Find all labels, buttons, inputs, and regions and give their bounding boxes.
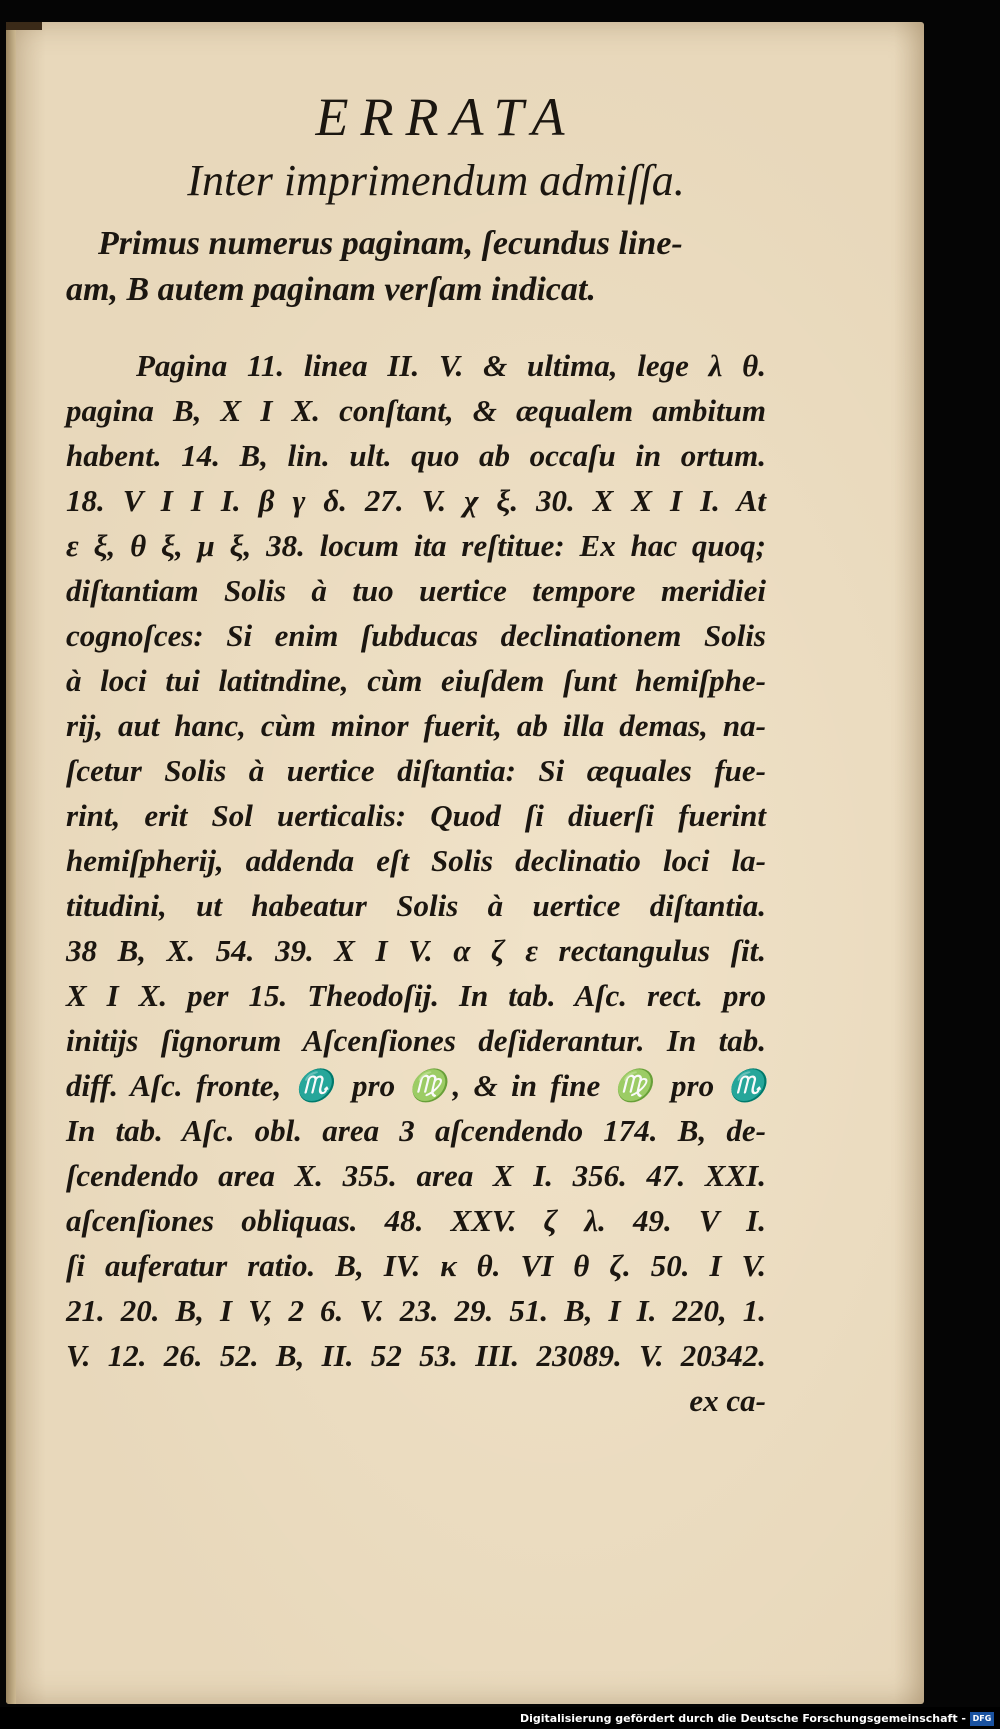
dfg-logo-icon: DFG	[970, 1712, 994, 1726]
body-line: diff. Aſc. fronte, ♏ pro ♍, & in fine ♍ pro ♏	[66, 1068, 766, 1103]
footer-bar	[0, 1707, 1000, 1729]
body-line: 21. 20. B, I V, 2 6. V. 23. 29. 51. B, I I. 220, 1.	[66, 1293, 766, 1328]
body-line: rij, aut hanc, cùm minor fuerit, ab illa demas, na-	[66, 708, 766, 743]
page-text-block	[66, 87, 766, 1423]
intro-line-1: Primus numerus paginam, ſecundus line-	[98, 225, 683, 262]
body-line: diſtantiam Solis à tuo uertice tempore meridiei	[66, 573, 766, 608]
body-line: à loci tui latitndine, cùm eiuſdem ſunt hemiſphe-	[66, 663, 766, 698]
body-line: ε ξ, θ ξ, μ ξ, 38. locum ita reſtitue: Ex hac quoq;	[66, 528, 766, 563]
body-line: initijs ſignorum Aſcenſiones deſiderantur. In tab.	[66, 1023, 766, 1058]
body-line: ſi auferatur ratio. B, IV. κ θ. VI θ ζ. 50. I V.	[66, 1248, 766, 1283]
body-line: 18. V I I I. β γ δ. 27. V. χ ξ. 30. X X I I. At	[66, 483, 766, 518]
body-line: aſcenſiones obliquas. 48. XXV. ζ λ. 49. V I.	[66, 1203, 766, 1238]
funding-credit: Digitalisierung gefördert durch die Deutsche Forschungsgemeinschaft -	[519, 1712, 966, 1725]
errata-subtitle: Inter imprimendum admiſſa.	[187, 156, 685, 205]
body-line: rint, erit Sol uerticalis: Quod ſi diuerſi fuerint	[66, 798, 766, 833]
body-line: X I X. per 15. Theodoſij. In tab. Aſc. rect. pro	[66, 978, 766, 1013]
intro-line-2: am, B autem paginam verſam indicat.	[66, 271, 596, 308]
errata-title: ERRATA	[315, 87, 577, 147]
body-line: ſcetur Solis à uertice diſtantia: Si æquales fue-	[66, 753, 766, 788]
body-line: titudini, ut habeatur Solis à uertice diſtantia.	[66, 888, 766, 923]
body-line: cognoſces: Si enim ſubducas declinationem Solis	[66, 618, 766, 653]
scanned-page	[6, 22, 924, 1704]
body-line: 38 B, X. 54. 39. X I V. α ζ ε rectangulus ſit.	[66, 933, 766, 968]
body-line: In tab. Aſc. obl. area 3 aſcendendo 174. B, de-	[66, 1113, 766, 1148]
errata-intro	[66, 221, 766, 313]
body-line: Pagina 11. linea II. V. & ultima, lege λ θ.	[136, 348, 766, 383]
page-corner-mark	[6, 22, 42, 30]
body-line: V. 12. 26. 52. B, II. 52 53. III. 23089. V. 20342.	[66, 1338, 766, 1373]
page-spine-shadow	[6, 22, 16, 1704]
body-line: ſcendendo area X. 355. area X I. 356. 47. XXI.	[66, 1158, 766, 1193]
errata-body	[66, 343, 766, 1423]
body-line: pagina B, X I X. conſtant, & æqualem ambitum	[66, 393, 766, 428]
body-line: habent. 14. B, lin. ult. quo ab occaſu in ortum.	[66, 438, 766, 473]
catchword: ex ca-	[689, 1383, 766, 1418]
body-line: hemiſpherij, addenda eſt Solis declinatio loci la-	[66, 843, 766, 878]
